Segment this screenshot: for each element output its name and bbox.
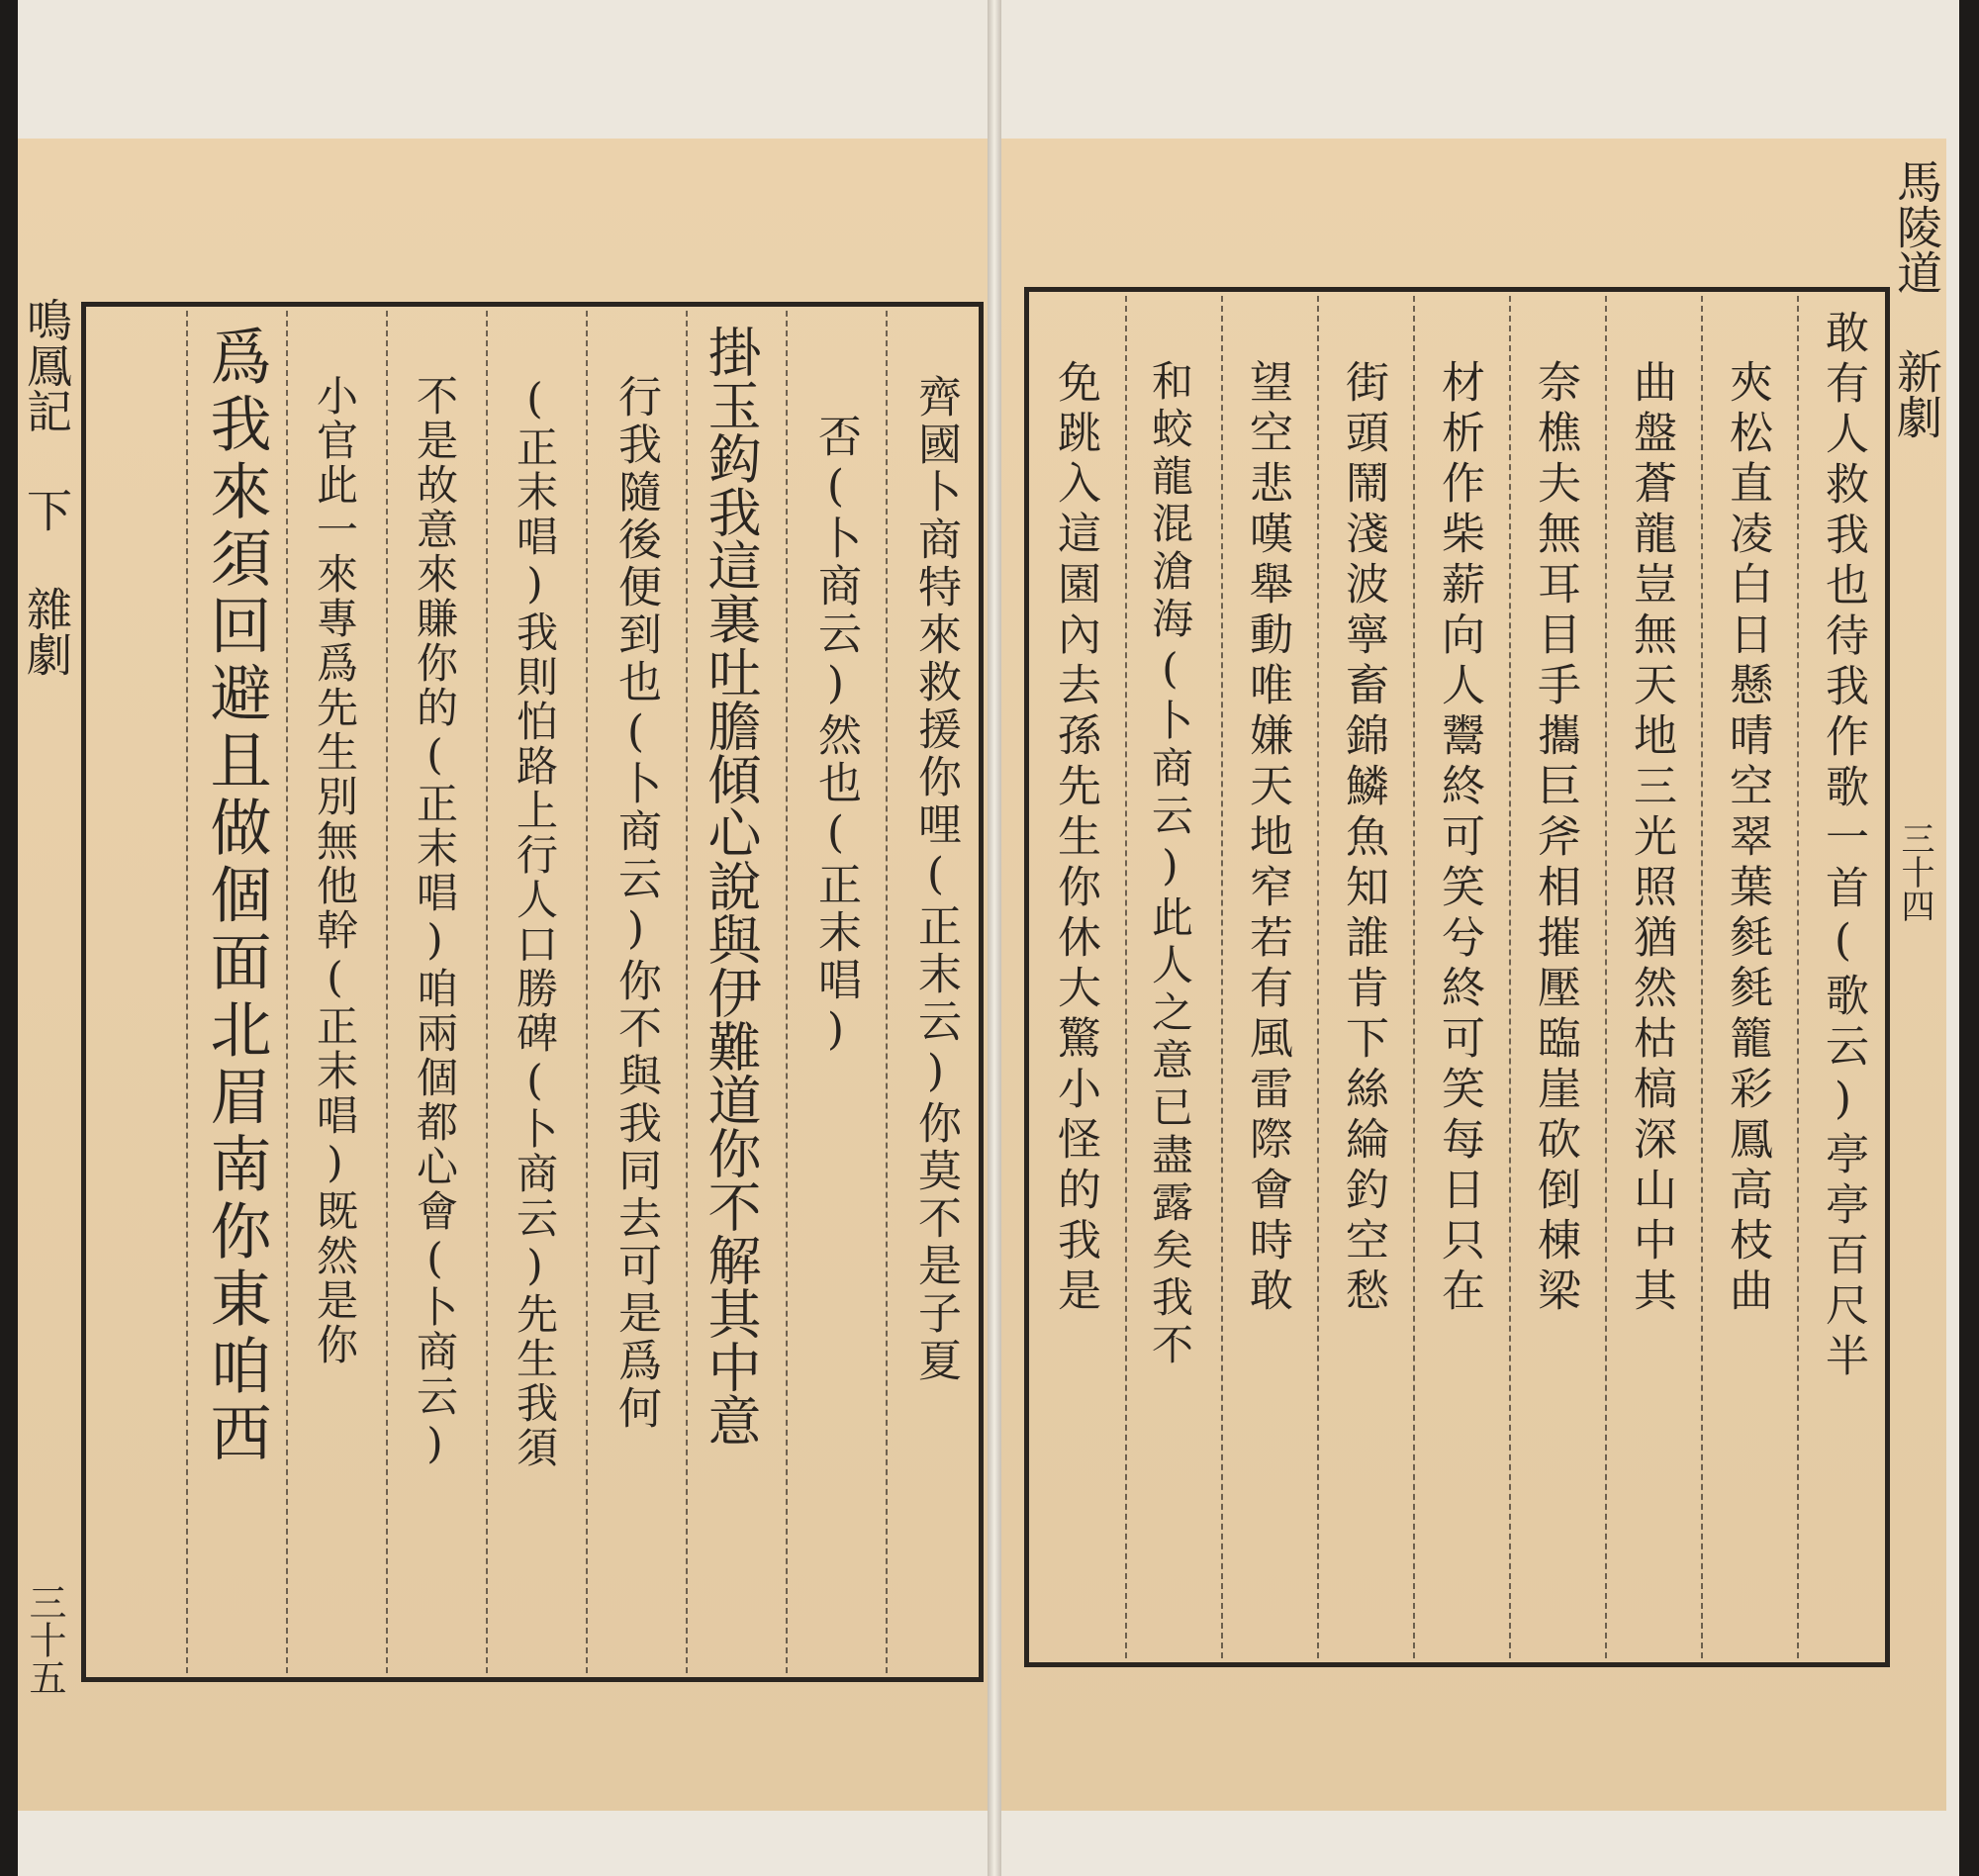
left-page-margin-title: 鳴鳳記 下 雜劇 xyxy=(20,297,73,677)
left-col-3 xyxy=(686,315,785,1669)
left-col-7 xyxy=(286,315,385,1669)
right-page-number: 三十四 xyxy=(1895,821,1934,922)
left-column-text: 齊國卜商特來救援你哩(正末云)你莫不是子夏 xyxy=(910,374,961,1385)
right-column-text: 免跳入這園內去孫先生你休大驚小怪的我是 xyxy=(1050,359,1100,1318)
right-col-1 xyxy=(1797,300,1891,1654)
right-col-7 xyxy=(1221,300,1315,1654)
left-page xyxy=(18,139,988,1811)
right-col-5 xyxy=(1413,300,1507,1654)
left-column-text: 小官此一來專爲先生別無他幹(正末唱)既然是你 xyxy=(311,374,359,1367)
right-column-text: 奈樵夫無耳目手攜巨斧相摧壓臨崖砍倒棟梁 xyxy=(1530,359,1580,1318)
right-column-text: 敢有人救我也待我作歌一首(歌云)亭亭百尺半 xyxy=(1818,310,1868,1383)
left-col-1 xyxy=(886,315,985,1669)
left-column-text: (正末唱)我則怕路上行人口勝碑(卜商云)先生我須 xyxy=(511,374,559,1470)
left-column-text: 掛玉鈎我這裏吐膽傾心說與伊難道你不解其中意 xyxy=(700,325,762,1447)
left-column-text: 不是故意來賺你的(正末唱)咱兩個都心會(卜商云) xyxy=(411,374,459,1470)
left-col-8 xyxy=(86,315,284,1669)
right-column-text: 材析作柴薪向人鬻終可笑兮終可笑每日只在 xyxy=(1434,359,1484,1318)
right-column-text: 曲盤蒼龍豈無天地三光照猶然枯槁深山中其 xyxy=(1626,359,1676,1318)
left-col-6 xyxy=(386,315,485,1669)
left-column-text: 行我隨後便到也(卜商云)你不與我同去可是爲何 xyxy=(611,374,661,1433)
right-col-4 xyxy=(1509,300,1603,1654)
right-col-6 xyxy=(1317,300,1411,1654)
right-text-frame xyxy=(1024,287,1890,1667)
left-col-2 xyxy=(786,315,885,1669)
right-column-text: 夾松直凌白日懸晴空翠葉毵毵籠彩鳳高枝曲 xyxy=(1722,359,1772,1318)
book-gutter xyxy=(988,0,1001,1876)
left-col-4 xyxy=(586,315,685,1669)
left-col-5 xyxy=(486,315,585,1669)
right-col-3 xyxy=(1605,300,1699,1654)
left-text-frame xyxy=(81,302,984,1682)
right-column-text: 和蛟龍混滄海(卜商云)此人之意已盡露矣我不 xyxy=(1146,359,1194,1370)
right-column-text: 街頭鬧淺波寧畜錦鱗魚知誰肯下絲綸釣空愁 xyxy=(1338,359,1388,1318)
right-page-margin-title: 馬陵道 新劇 xyxy=(1890,158,1943,439)
right-col-2 xyxy=(1701,300,1795,1654)
right-col-8 xyxy=(1125,300,1219,1654)
left-column-text: 否(卜商云)然也(正末唱) xyxy=(810,414,861,1059)
left-column-text: 爲我來須回避且做個面北眉南你東咱西 xyxy=(200,325,272,1468)
right-page xyxy=(1001,139,1946,1811)
right-column-text: 望空悲嘆舉動唯嫌天地窄若有風雷際會時敢 xyxy=(1242,359,1292,1318)
right-col-9 xyxy=(1029,300,1123,1654)
left-page-number: 三十五 xyxy=(23,1583,66,1696)
